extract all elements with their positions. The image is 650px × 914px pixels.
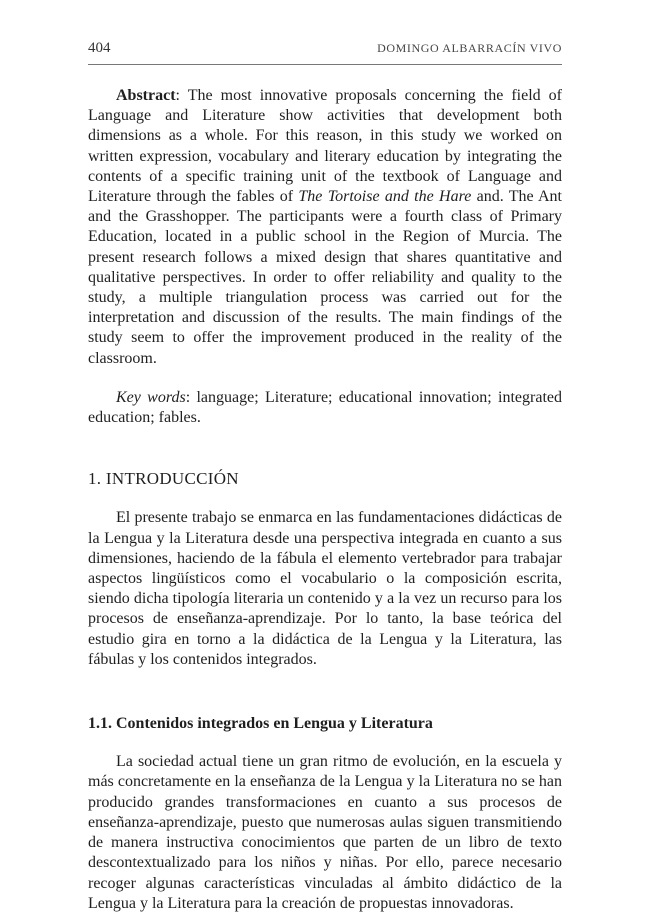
abstract-text-1: : The most innovative proposals concerning the field of Language and Literature show activities that development both dimensions as a whole. For this reason, in this study we worked on written expression, vocabulary and literary education by integrating the contents of a specific training unit of the textbook of Language and Literature through the fables of — [88, 87, 562, 206]
keywords-label: Key words — [116, 388, 186, 406]
introduccion-paragraph: El presente trabajo se enmarca en las fundamentaciones didácticas de la Lengua y la Literatura desde una perspectiva integrada en cuanto a sus dimensiones, haciendo de la fábula el elemento vertebrador para trabajar aspectos lingüísticos como el vocabulario o la composición escrita, siendo dicha tipología literaria un contenido y a la vez un recurso para los procesos de enseñanza-aprendizaje. Por lo tanto, la base teórica del estudio gira en torno a la didáctica de la Lengua y la Literatura, las fábulas y los contenidos integrados. — [88, 509, 562, 668]
page-number: 404 — [88, 40, 111, 56]
keywords-paragraph — [88, 388, 562, 428]
contenidos-paragraph: La sociedad actual tiene un gran ritmo de evolución, en la escuela y más concretamente en la enseñanza de la Lengua y la Literatura no se han producido grandes transformaciones en cuanto a sus procesos de enseñanza-aprendizaje, puesto que numerosas aulas siguen transmitiendo de manera instructiva conocimientos que parten de un libro de texto descontextualizado para los niños y niñas. Por ello, parece necesario recoger algunas características vinculadas al ámbito didáctico de la Lengua y la Literatura para la creación de propuestas innovadoras. — [88, 753, 562, 912]
keywords-text: : language; Literature; educational innovation; integrated education; fables. — [88, 388, 563, 427]
header-rule — [88, 64, 562, 65]
page-header — [88, 40, 562, 57]
subsection-heading-contenidos: 1.1. Contenidos integrados en Lengua y Literatura — [88, 715, 433, 733]
page-body — [88, 86, 562, 914]
abstract-label: Abstract — [116, 87, 176, 104]
running-head: DOMINGO ALBARRACÍN VIVO — [377, 41, 562, 55]
abstract-fable-title: The Tortoise and the Hare — [298, 188, 472, 206]
section-heading-introduccion: 1. INTRODUCCIÓN — [88, 469, 239, 489]
abstract-paragraph — [88, 86, 562, 369]
abstract-text-2: and. The Ant and the Grasshopper. The participants were a fourth class of Primary Education, located in a public school in the Region of Murcia. The present research follows a mixed design that shares quantitative and qualitative perspectives. In order to offer reliability and quality to the study, a multiple triangulation process was carried out for the interpretation and discussion of the results. The main findings of the study seem to offer the improvement produced in the reality of the classroom. — [88, 188, 563, 367]
